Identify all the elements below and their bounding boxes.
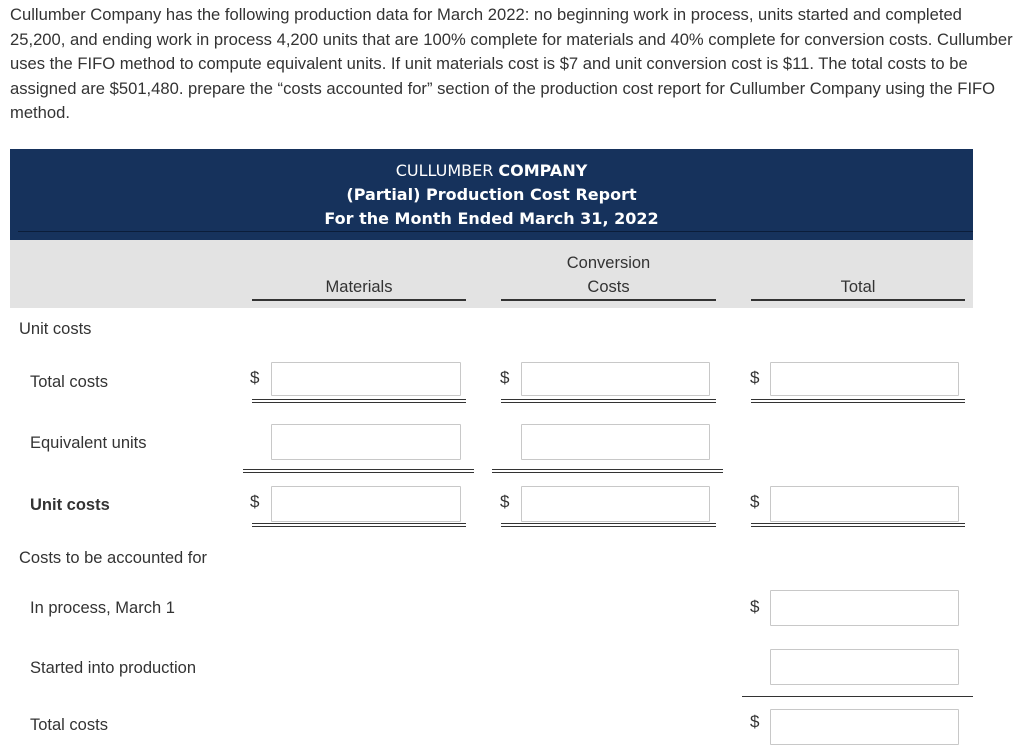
total-costs-total-input[interactable] (770, 362, 959, 396)
double-underline (243, 469, 474, 473)
dollar-sign: $ (750, 368, 760, 387)
row-label-equivalent-units: Equivalent units (30, 434, 147, 452)
total-costs-bottom-total-input[interactable] (770, 709, 959, 745)
double-underline (501, 523, 716, 527)
dollar-sign: $ (250, 368, 260, 387)
double-underline (252, 523, 466, 527)
report-title: (Partial) Production Cost Report (346, 185, 637, 204)
in-process-total-input[interactable] (770, 590, 959, 626)
total-costs-materials-input[interactable] (271, 362, 461, 396)
report-header (10, 149, 973, 240)
row-label-total-costs-bottom: Total costs (30, 716, 108, 734)
started-total-input[interactable] (770, 649, 959, 685)
equivalent-units-materials-input[interactable] (271, 424, 461, 460)
unit-costs-materials-input[interactable] (271, 486, 461, 522)
dollar-sign: $ (750, 712, 760, 731)
report-period: For the Month Ended March 31, 2022 (324, 209, 659, 228)
unit-costs-conversion-input[interactable] (521, 486, 710, 522)
double-underline (751, 523, 965, 527)
double-underline (751, 399, 965, 403)
dollar-sign: $ (500, 492, 510, 511)
section-label-costs-to-be-accounted-for: Costs to be accounted for (19, 549, 208, 567)
dollar-sign: $ (500, 368, 510, 387)
column-header-conversion (501, 251, 716, 301)
double-underline (492, 469, 723, 473)
column-header-materials: Materials (252, 275, 466, 301)
dollar-sign: $ (750, 492, 760, 511)
company-name (10, 161, 973, 180)
unit-costs-total-input[interactable] (770, 486, 959, 522)
column-header-conversion-line2: Costs (587, 278, 630, 296)
header-divider (18, 231, 973, 232)
company-name-part: COMPANY (498, 161, 588, 180)
column-header-conversion-line1: Conversion (566, 254, 651, 272)
column-header-total: Total (751, 275, 965, 301)
row-label-started-into-production: Started into production (30, 659, 197, 677)
company-name-part: CULLUMBER (395, 161, 499, 180)
double-underline (501, 399, 716, 403)
row-label-unit-costs: Unit costs (30, 496, 110, 514)
question-text: Cullumber Company has the following production data for March 2022: no beginning work in process, units started and completed 25,200, and ending work in process 4,200 units that are 100% complete for materials and 40% complete for conversion costs. Cullumber uses the FIFO method to compute equivalent units. If unit materials cost is $7 and unit conversion cost is $11. The total costs to be assigned are $501,480. prepare the “costs accounted for” section of the production cost report for Cullumber Company using the FIFO method. (10, 5, 1013, 122)
dollar-sign: $ (750, 597, 760, 616)
row-label-in-process: In process, March 1 (30, 599, 175, 617)
single-underline (742, 696, 973, 697)
total-costs-conversion-input[interactable] (521, 362, 710, 396)
equivalent-units-conversion-input[interactable] (521, 424, 710, 460)
section-label-unit-costs: Unit costs (19, 320, 92, 338)
row-label-total-costs: Total costs (30, 373, 108, 391)
dollar-sign: $ (250, 492, 260, 511)
double-underline (252, 399, 466, 403)
